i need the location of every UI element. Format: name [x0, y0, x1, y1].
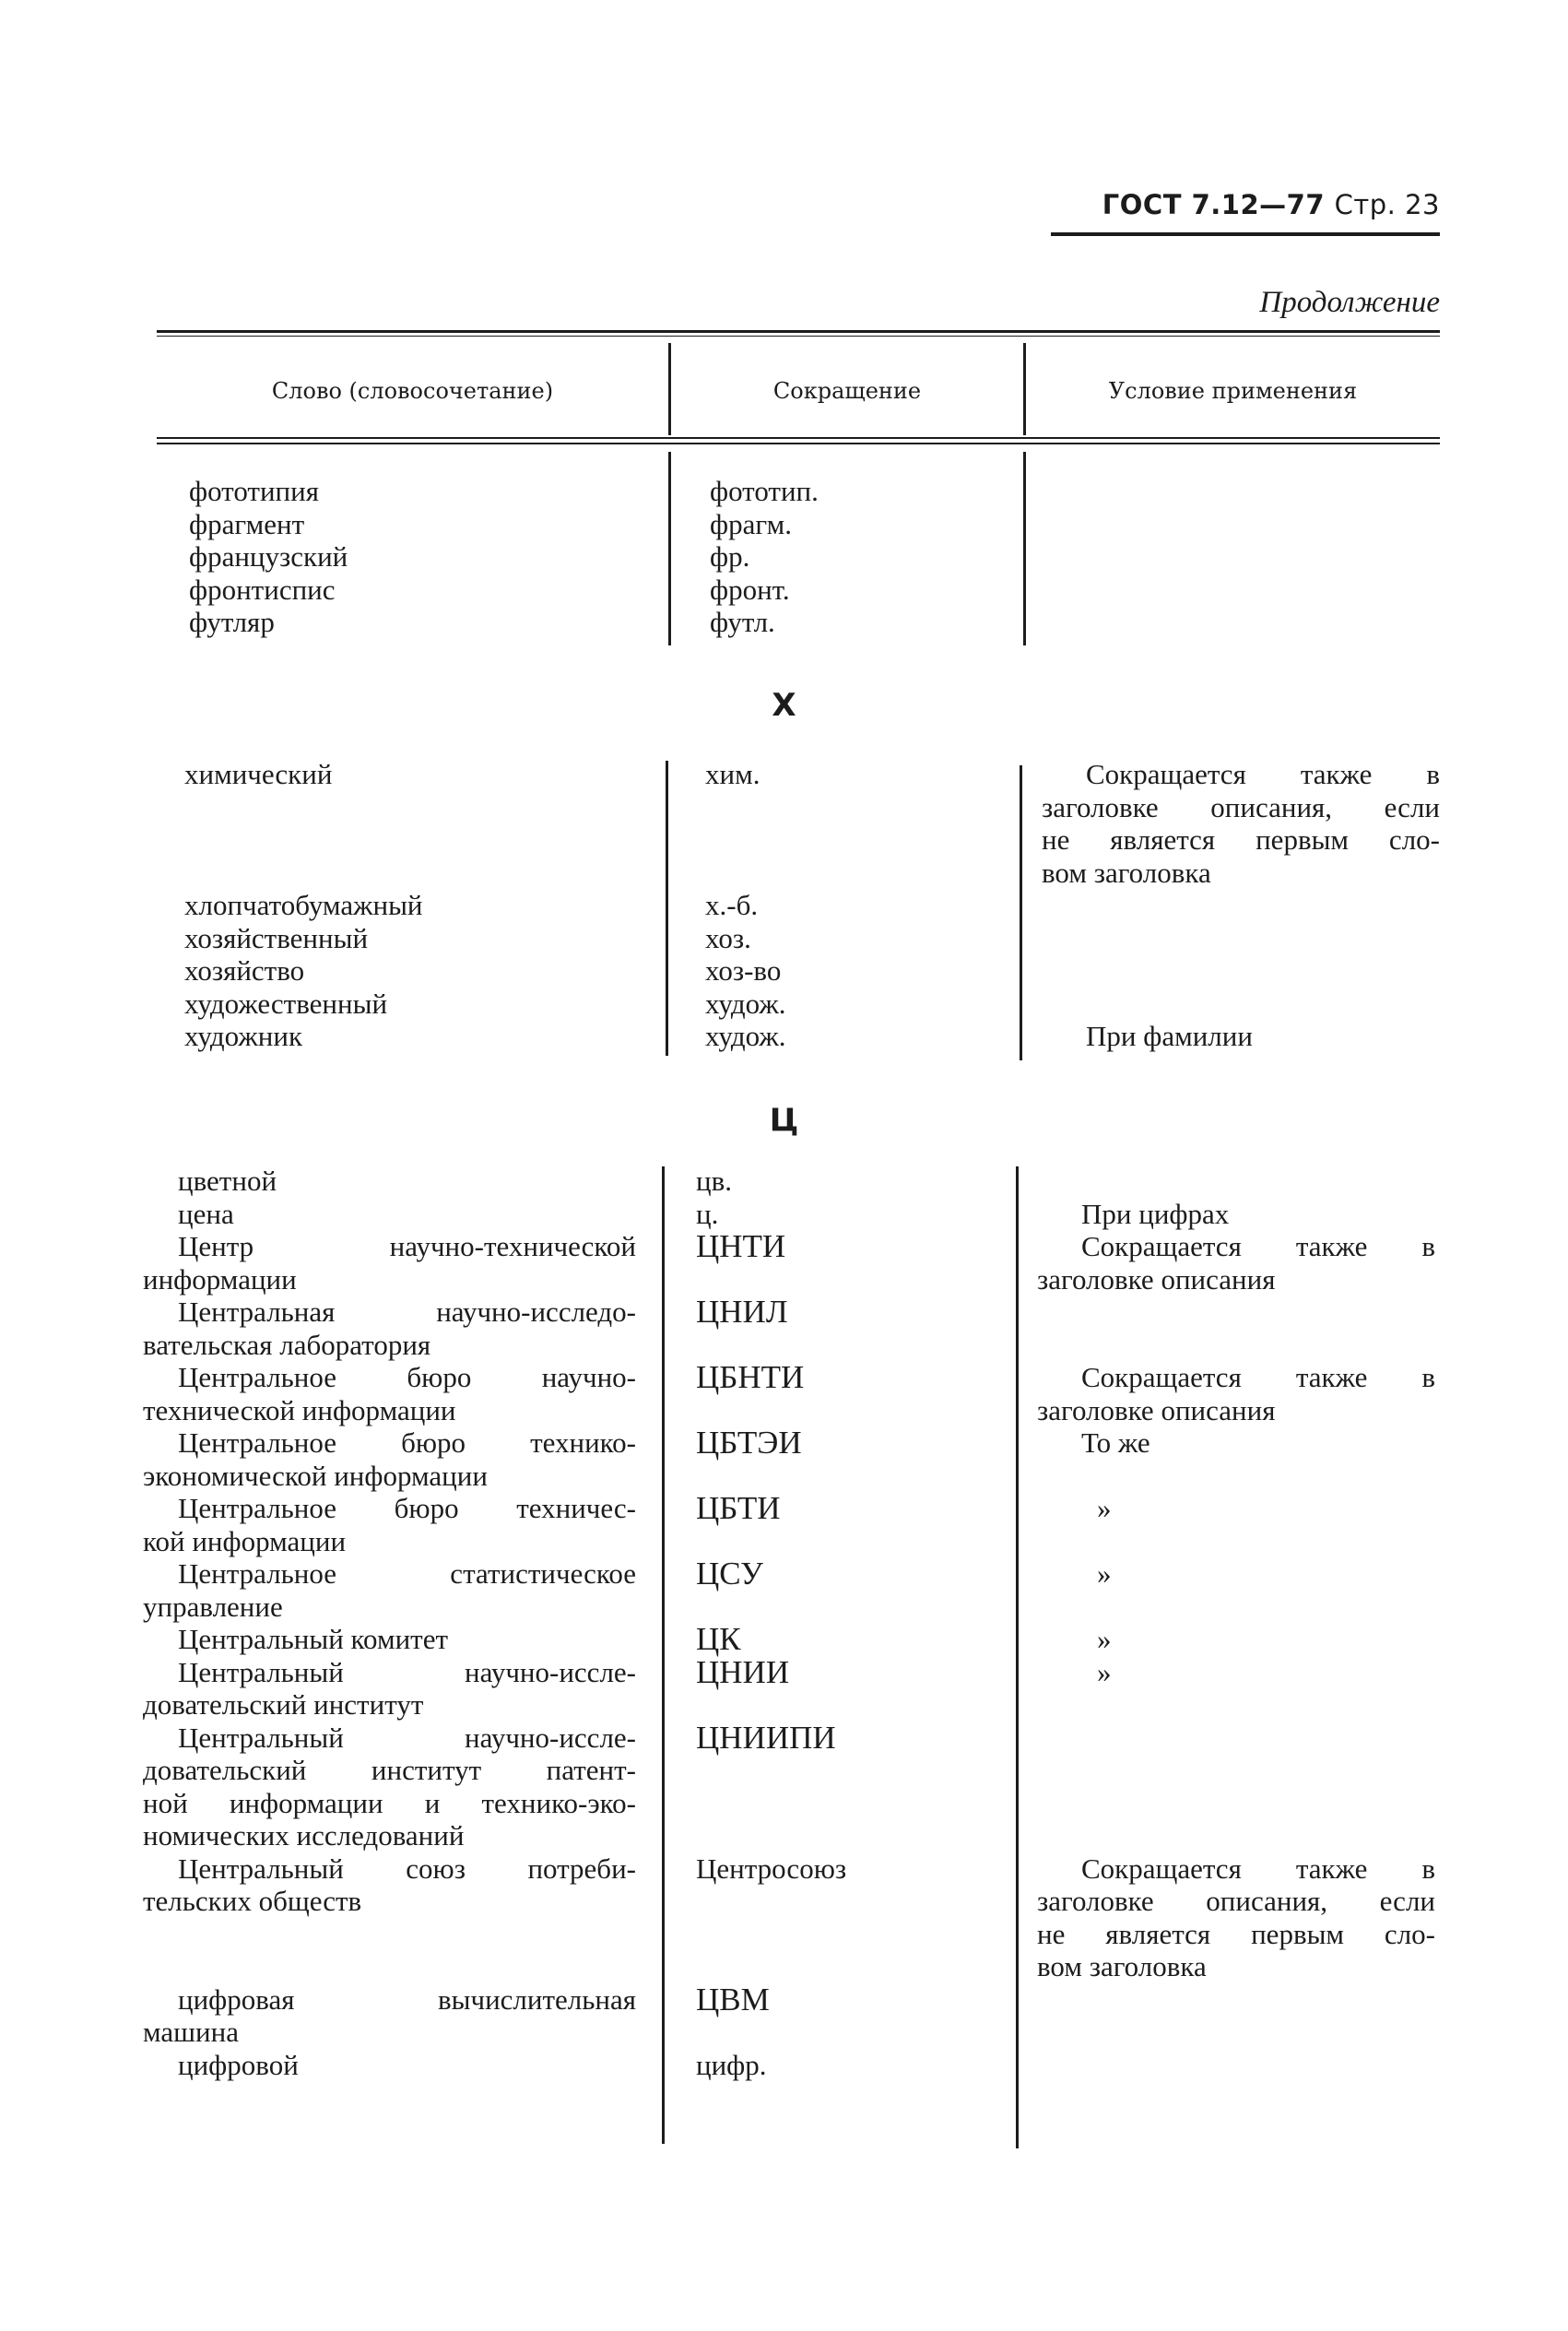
table-row-word: экономической информации: [143, 1459, 488, 1492]
column-header-word: Слово (словосочетание): [271, 378, 554, 404]
table-row-word: информации: [143, 1262, 297, 1296]
table-row-condition: Сокращается также в: [1086, 758, 1440, 790]
section-f-words: [189, 475, 687, 639]
section-h-abbreviations: [705, 758, 1009, 1053]
table-row-abbreviation: ЦК: [696, 1621, 741, 1657]
table-row-condition: То же: [1081, 1426, 1150, 1459]
page-number: Стр. 23: [1334, 189, 1440, 220]
table-row-abbreviation: ц.: [696, 1197, 719, 1230]
column-divider: [1020, 765, 1022, 1060]
table-row-word: Центральный союз потреби-: [178, 1852, 636, 1885]
table-row-abbreviation: хоз-во: [705, 954, 782, 987]
table-row-word: довательский институт: [143, 1688, 424, 1721]
table-row-condition: заголовке описания, если: [1042, 790, 1440, 823]
table-row-abbreviation: ЦНТИ: [696, 1228, 786, 1264]
table-row-word: Центральное бюро технико-: [178, 1426, 636, 1459]
table-row-condition: »: [1097, 1492, 1112, 1524]
section-h-conditions: [1042, 758, 1440, 1053]
section-h-words: [184, 758, 682, 1053]
table-row-word: хлопчатобумажный: [184, 889, 423, 921]
page-header: [1051, 189, 1440, 220]
table-row-condition: заголовке описания, если: [1037, 1885, 1435, 1917]
table-row-abbreviation: ЦБНТИ: [696, 1359, 805, 1395]
table-row-abbreviation: худож.: [705, 987, 786, 1020]
table-row-condition: При фамилии: [1086, 1020, 1253, 1052]
table-row-word: тельских обществ: [143, 1885, 362, 1917]
header-bottom-rule: [157, 443, 1440, 444]
table-row-condition: заголовке описания: [1037, 1393, 1276, 1426]
table-row-word: фронтиспис: [189, 573, 336, 606]
table-row-word: технической информации: [143, 1393, 456, 1426]
section-c-conditions: [1037, 1165, 1435, 1983]
table-row-abbreviation: цв.: [696, 1165, 732, 1197]
table-row-word: фототипия: [189, 475, 319, 507]
table-row-word: художник: [184, 1020, 303, 1052]
table-row-word: футляр: [189, 606, 275, 638]
table-row-word: фрагмент: [189, 507, 305, 540]
table-row-word: цифровая вычислительная: [178, 1982, 636, 2016]
section-letter-h: Х: [772, 687, 796, 724]
table-row-abbreviation: ЦНИИПИ: [696, 1719, 836, 1756]
table-row-word: ной информации и технико-эко-: [143, 1786, 636, 1819]
table-row-word: хозяйство: [184, 954, 305, 987]
table-row-word: цифровой: [178, 2048, 299, 2081]
table-row-condition: »: [1097, 1623, 1112, 1655]
table-row-abbreviation: цифр.: [696, 2048, 767, 2081]
table-row-word: Центральное бюро техничес-: [178, 1492, 636, 1524]
table-row-word: Центральный комитет: [178, 1623, 449, 1655]
table-row-condition: заголовке описания: [1037, 1262, 1276, 1296]
table-row-condition: При цифрах: [1081, 1197, 1230, 1230]
table-row-word: Центральное бюро научно-: [178, 1361, 636, 1393]
table-row-abbreviation: ЦНИИ: [696, 1653, 790, 1690]
table-row-abbreviation: ЦБТИ: [696, 1490, 781, 1526]
table-row-abbreviation: фронт.: [710, 573, 790, 606]
table-row-condition: »: [1097, 1557, 1112, 1590]
table-row-abbreviation: худож.: [705, 1020, 786, 1052]
table-row-word: довательский институт патент-: [143, 1754, 636, 1786]
table-row-condition: не является первым сло-: [1042, 823, 1440, 856]
table-row-word: химический: [184, 758, 333, 790]
table-row-condition: Сокращается также в: [1081, 1230, 1435, 1262]
table-row-abbreviation: хим.: [705, 758, 760, 790]
table-row-word: французский: [189, 540, 348, 573]
table-row-abbreviation: футл.: [710, 606, 775, 638]
table-row-word: Центральный научно-иссле-: [178, 1721, 636, 1754]
table-row-abbreviation: хоз.: [705, 921, 751, 954]
column-header-abbreviation: Сокращение: [772, 378, 922, 404]
table-row-word: Центр научно-технической: [178, 1230, 636, 1262]
header-divider: [668, 343, 671, 435]
section-f-abbreviations: [710, 475, 1014, 639]
header-rule: [1051, 232, 1440, 236]
table-row-word: Центральный научно-иссле-: [178, 1655, 636, 1688]
table-row-abbreviation: ЦНИЛ: [696, 1294, 788, 1330]
table-row-condition: Сокращается также в: [1081, 1852, 1435, 1885]
column-divider: [662, 1166, 665, 2144]
table-row-abbreviation: фрагм.: [710, 507, 793, 540]
table-row-condition: вом заголовка: [1042, 856, 1211, 889]
table-top-rule: [157, 330, 1440, 333]
table-row-abbreviation: фототип.: [710, 475, 819, 507]
table-row-abbreviation: Центросоюз: [696, 1852, 847, 1885]
continuation-label: Продолжение: [1259, 286, 1440, 319]
table-row-word: машина: [143, 2016, 239, 2048]
table-row-word: вательская лаборатория: [143, 1328, 431, 1361]
table-row-abbreviation: х.-б.: [705, 889, 759, 921]
table-top-rule-thin: [157, 336, 1440, 337]
table-row-abbreviation: ЦВМ: [696, 1981, 770, 2017]
table-row-word: художественный: [184, 987, 388, 1020]
header-divider: [1023, 343, 1026, 435]
column-divider: [1016, 1166, 1019, 2148]
table-row-abbreviation: ЦБТЭИ: [696, 1425, 802, 1461]
table-row-abbreviation: ЦСУ: [696, 1556, 763, 1591]
table-row-condition: вом заголовка: [1037, 1950, 1207, 1982]
section-letter-c: Ц: [769, 1102, 799, 1139]
table-row-condition: не является первым сло-: [1037, 1917, 1435, 1950]
table-row-word: хозяйственный: [184, 921, 369, 954]
table-row-condition: Сокращается также в: [1081, 1361, 1435, 1393]
table-row-abbreviation: фр.: [710, 540, 750, 573]
table-row-condition: »: [1097, 1655, 1112, 1688]
table-row-word: цветной: [178, 1165, 277, 1197]
section-c-abbreviations: [696, 1165, 1000, 2081]
table-row-word: номических исследований: [143, 1819, 465, 1852]
table-row-word: кой информации: [143, 1524, 347, 1557]
column-divider: [1023, 452, 1026, 645]
table-row-word: цена: [178, 1197, 234, 1230]
column-header-condition: Условие применения: [1108, 378, 1358, 404]
table-row-word: управление: [143, 1590, 283, 1623]
table-row-word: Центральная научно-исследо-: [178, 1296, 636, 1328]
table-row-word: Центральное статистическое: [178, 1557, 636, 1590]
header-bottom-rule: [157, 437, 1440, 439]
section-c-words: [143, 1165, 636, 2081]
standard-code: ГОСТ 7.12—77: [1102, 189, 1325, 220]
